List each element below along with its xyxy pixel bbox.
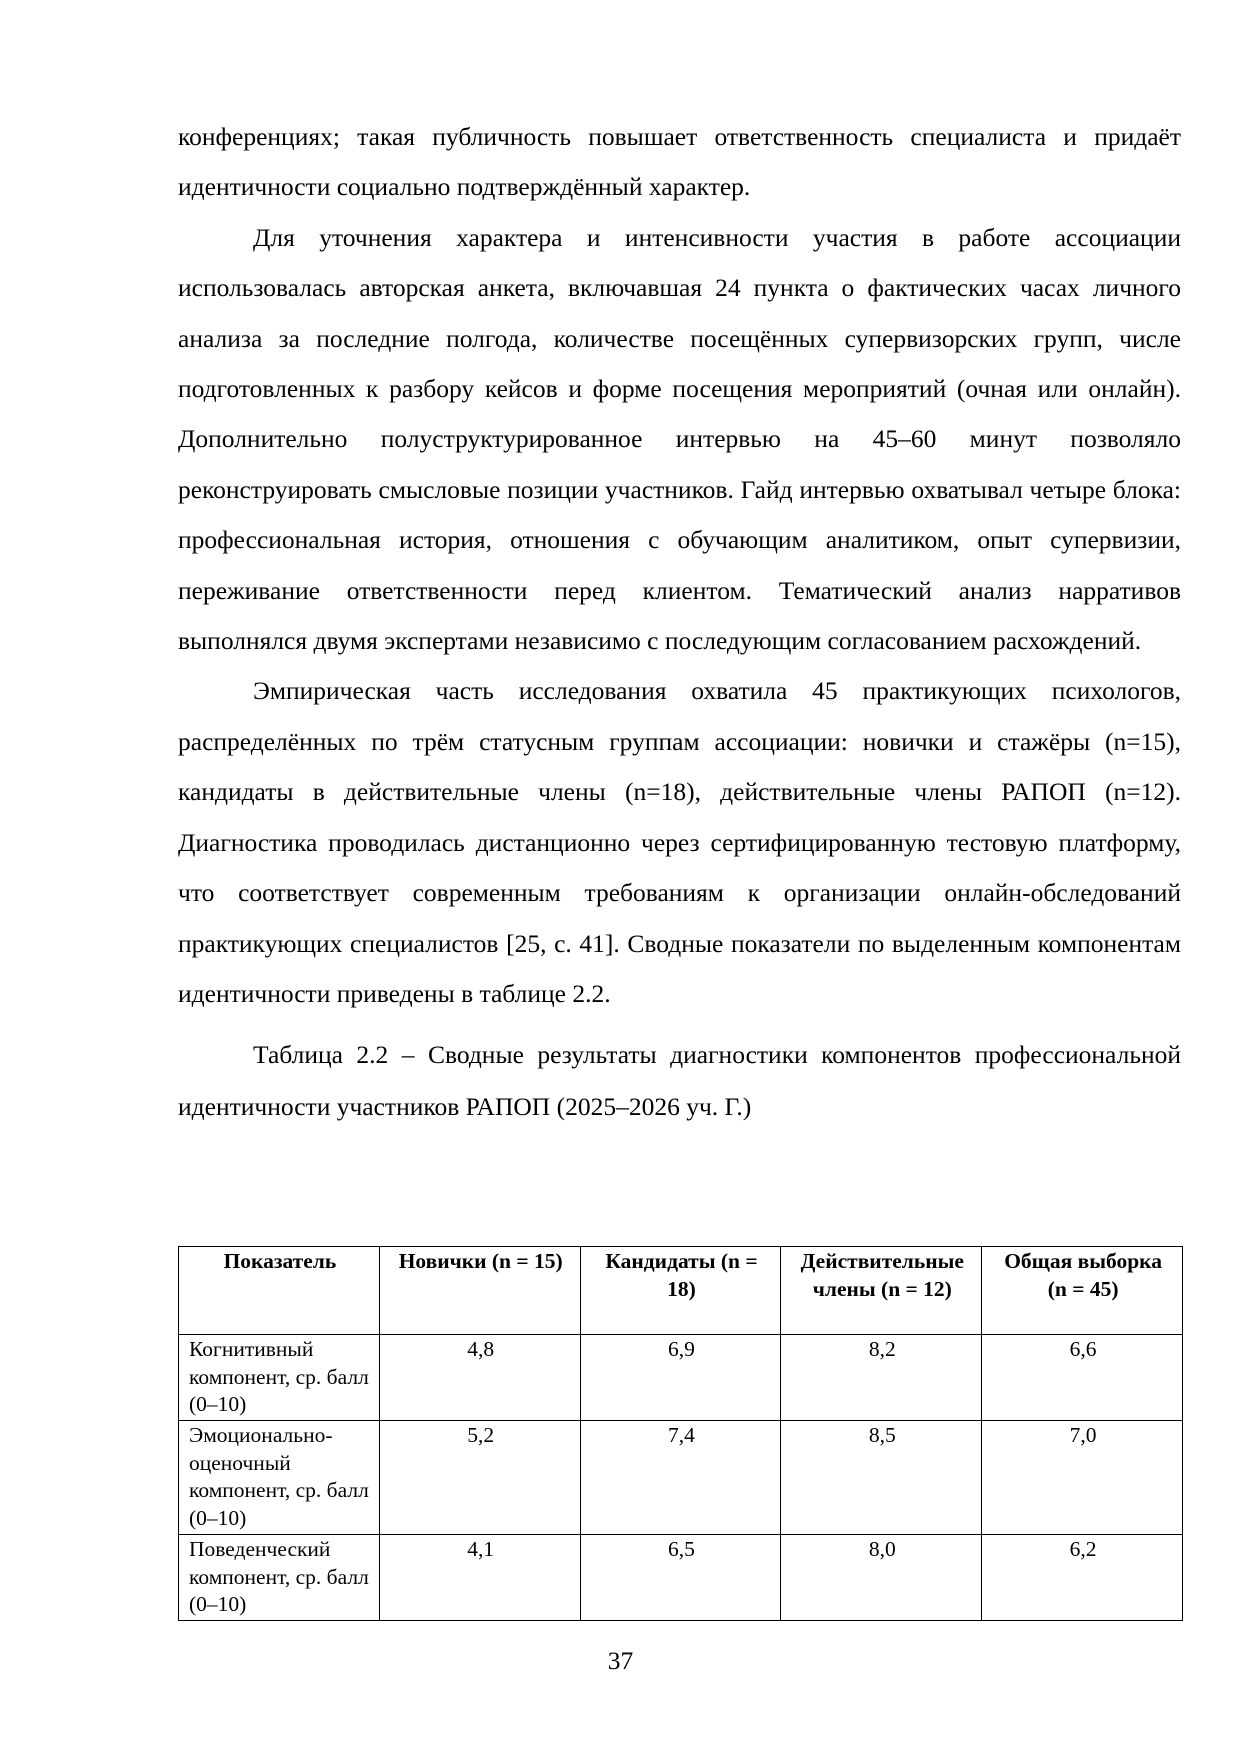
cell-value: 6,9 — [580, 1335, 781, 1421]
cell-value: 8,2 — [781, 1335, 982, 1421]
row-label: Поведенческий компонент, ср. балл (0–10) — [179, 1535, 380, 1621]
cell-value: 7,0 — [982, 1421, 1183, 1535]
header-full-members: Действительные члены (n = 12) — [781, 1247, 982, 1335]
cell-value: 8,5 — [781, 1421, 982, 1535]
row-label: Эмоционально-оценочный компонент, ср. балл (0–10) — [179, 1421, 380, 1535]
header-novices: Новички (n = 15) — [379, 1247, 580, 1335]
table-caption: Таблица 2.2 – Сводные результаты диагностики компонентов профессиональной идентичности участников РАПОП (2025–2026 уч. Г.) — [178, 1040, 1181, 1122]
row-label: Когнитивный компонент, ср. балл (0–10) — [179, 1335, 380, 1421]
paragraph-1: конференциях; такая публичность повышает ответственность специалиста и придаёт идентичности социально подтверждённый характер. — [178, 122, 1181, 202]
cell-value: 6,2 — [982, 1535, 1183, 1621]
cell-value: 4,1 — [379, 1535, 580, 1621]
table-row — [179, 1335, 1183, 1421]
paragraph-3: Эмпирическая часть исследования охватила 45 практикующих психологов, распределённых по трём статусным группам ассоциации: новички и стажёры (n=15), кандидаты в действительные члены (n=18), действительные члены РАПОП (n=12). Диагностика проводилась дистанционно через сертифицированную тестовую платформу, что соответствует современным требованиям к организации онлайн-обследований практикующих специалистов [25, с. 41]. Сводные показатели по выделенным компонентам идентичности приведены в таблице 2.2. — [178, 676, 1181, 1008]
header-candidates: Кандидаты (n = 18) — [580, 1247, 781, 1335]
table-row — [179, 1535, 1183, 1621]
header-total-sample: Общая выборка (n = 45) — [982, 1247, 1183, 1335]
cell-value: 7,4 — [580, 1421, 781, 1535]
paragraph-2: Для уточнения характера и интенсивности участия в работе ассоциации использовалась авторская анкета, включавшая 24 пункта о фактических часах личного анализа за последние полгода, количестве посещённых супервизорских групп, числе подготовленных к разбору кейсов и форме посещения мероприятий (очная или онлайн). Дополнительно полуструктурированное интервью на 45–60 минут позволяло реконструировать смысловые позиции участников. Гайд интервью охватывал четыре блока: профессиональная история, отношения с обучающим аналитиком, опыт супервизии, переживание ответственности перед клиентом. Тематический анализ нарративов выполнялся двумя экспертами независимо с последующим согласованием расхождений. — [178, 222, 1181, 656]
header-indicator: Показатель — [179, 1247, 380, 1335]
cell-value: 6,5 — [580, 1535, 781, 1621]
document-body — [178, 112, 1181, 1133]
table-row — [179, 1421, 1183, 1535]
cell-value: 8,0 — [781, 1535, 982, 1621]
table-header-row — [179, 1247, 1183, 1335]
cell-value: 5,2 — [379, 1421, 580, 1535]
cell-value: 4,8 — [379, 1335, 580, 1421]
results-table — [178, 1246, 1183, 1621]
cell-value: 6,6 — [982, 1335, 1183, 1421]
page-number: 37 — [607, 1646, 634, 1675]
